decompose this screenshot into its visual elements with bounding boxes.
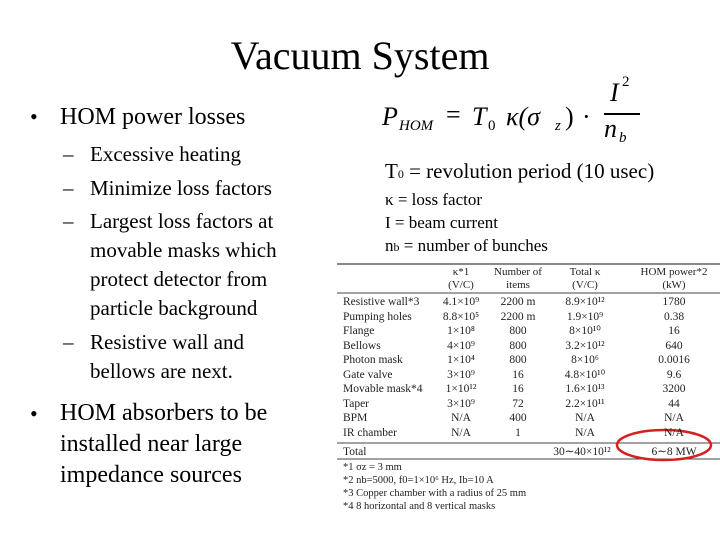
header-cell: items [506,279,530,291]
table-row: Bellows 4×10⁹ 800 3.2×10¹² 640 [343,339,683,352]
table-header-row [337,265,720,279]
header-cell: (kW) [662,279,686,291]
table-header-row [337,278,720,292]
table-total-row: Total 30∼40×10¹² 6∼8 MW [337,445,720,459]
total-hom-power: 6∼8 MW [651,446,697,458]
formula-num-sup: 2 [622,74,630,90]
header-cell: (V/C) [572,279,598,291]
sub-bullet-line: Resistive wall and [90,330,244,354]
table-row: Movable mask*4 1×10¹² 16 1.6×10¹³ 3200 [343,383,686,395]
definition-loss-factor: κ = loss factor [385,190,483,209]
definition-number-of-bunches: nb = number of bunches [385,236,548,255]
table-footnote: *1 σz = 3 mm [343,462,402,473]
table-row: Gate valve 3×10⁹ 16 4.8×10¹⁰ 9.6 [343,368,682,381]
dash-icon: – [63,209,74,233]
definition-beam-current: I = beam current [385,213,498,232]
header-cell: HOM power*2 [640,266,708,278]
total-kappa: 30∼40×10¹² [553,446,611,458]
dash-icon: – [63,142,74,166]
sub-bullet-line: particle background [90,296,258,320]
formula-num: I [610,78,619,107]
formula-lhs: P [382,102,398,131]
slide-title: Vacuum System [230,33,490,78]
table-row: Flange 1×10⁸ 800 8×10¹⁰ 16 [343,325,680,337]
formula-den-sub: b [619,130,627,146]
formula-kappa: κ(σ [506,102,540,131]
sub-bullet-line: movable masks which [90,238,277,262]
formula-dot: · [582,102,591,131]
bullet-text: installed near large [60,431,243,457]
table-row: BPM N/A 400 N/A N/A [343,412,684,424]
formula-close: ) [565,102,574,131]
table-row: Photon mask 1×10⁴ 800 8×10⁶ 0.0016 [343,354,690,366]
hom-loss-table [337,262,720,524]
hom-power-formula [382,74,652,150]
variable-definitions [385,160,654,259]
header-cell: Total κ [569,266,601,278]
bullet-text: impedance sources [60,462,242,488]
header-cell: (V/C) [448,279,474,291]
bullet-text: HOM absorbers to be [60,400,268,426]
table-row: Resistive wall*3 4.1×10⁹ 2200 m 8.9×10¹² 1780 [343,296,686,308]
bullet-text: HOM power losses [60,104,246,130]
table-row: Pumping holes 8.8×10⁵ 2200 m 1.9×10⁹ 0.38 [343,310,685,323]
formula-lhs-sub: HOM [399,118,434,134]
header-cell: κ*1 [452,266,470,278]
table-footnote: *4 8 horizontal and 8 vertical masks [343,501,496,512]
formula-den: n [604,114,617,143]
formula-t: T [472,102,487,131]
sub-bullet-line: protect detector from [90,267,268,291]
table-footnote: *2 nb=5000, f0=1×10⁶ Hz, Ib=10 A [343,475,494,486]
formula-t-sub: 0 [488,118,496,134]
sub-bullet-line: Excessive heating [90,142,242,166]
sub-bullet-line: Minimize loss factors [90,176,272,200]
sub-bullet-line: Largest loss factors at [90,209,274,233]
bullet-dot-icon: • [30,104,38,129]
dash-icon: – [63,330,74,354]
table-row: IR chamber N/A 1 N/A N/A [343,426,684,439]
formula-kappa-sub: z [555,118,561,134]
bullet-dot-icon: • [30,401,38,426]
table-row: Taper 3×10⁹ 72 2.2×10¹¹ 44 [343,397,680,410]
sub-bullet-line: bellows are next. [90,359,233,383]
header-cell: Number of [494,266,542,278]
formula-eq: = [446,100,461,129]
definition-revolution-period: T0 = revolution period (10 usec) [385,159,655,183]
table-footnote: *3 Copper chamber with a radius of 25 mm [343,488,527,499]
dash-icon: – [63,176,74,200]
